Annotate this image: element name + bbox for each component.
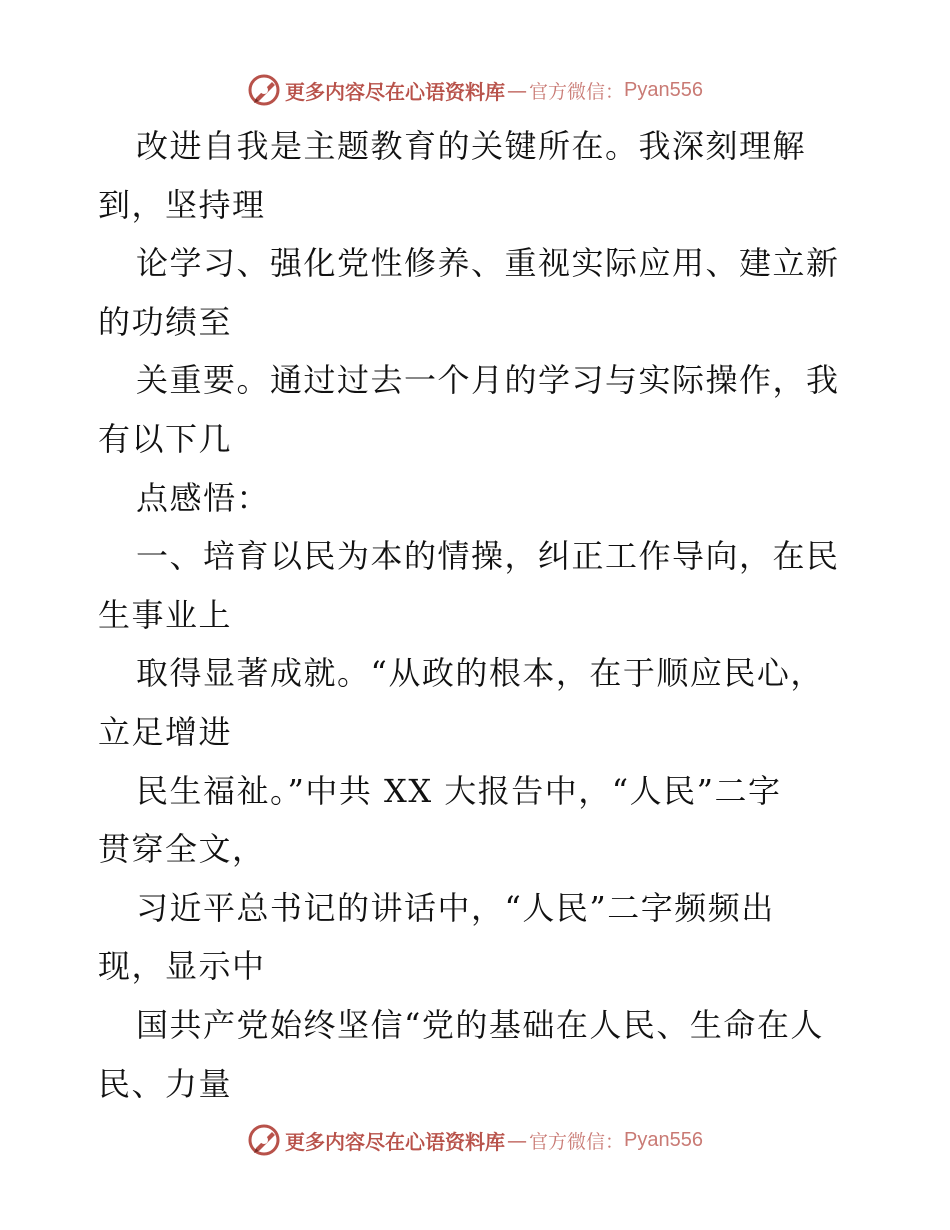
body-line-5: 关重要。通过过去一个月的学习与实际操作，我 <box>136 361 840 400</box>
body-line-8: 一、培育以民为本的情操，纠正工作导向，在民 <box>136 537 840 576</box>
body-line-17: 民、力量 <box>98 1064 233 1103</box>
header-site-text: 更多内容尽在心语资料库 <box>285 79 505 104</box>
header-dash: — <box>507 78 527 102</box>
header-watermark <box>0 70 950 110</box>
body-line-3: 论学习、强化党性修养、重视实际应用、建立新 <box>136 244 840 283</box>
body-line-4: 的功绩至 <box>98 302 233 341</box>
footer-wechat-id: Pyan556 <box>624 1128 703 1151</box>
pen-logo-icon <box>247 73 281 107</box>
footer-watermark <box>0 1120 950 1160</box>
document-body <box>98 117 858 1113</box>
body-line-2: 到，坚持理 <box>98 185 266 224</box>
body-line-1: 改进自我是主题教育的关键所在。我深刻理解 <box>136 127 807 165</box>
header-wechat-id: Pyan556 <box>624 78 703 101</box>
footer-dash: — <box>507 1128 527 1152</box>
footer-site-text: 更多内容尽在心语资料库 <box>285 1129 505 1154</box>
pen-logo-icon <box>247 1123 281 1157</box>
body-line-15: 现，显示中 <box>98 947 266 986</box>
body-line-6: 有以下几 <box>98 419 233 458</box>
body-line-13: 贯穿全文， <box>98 830 266 869</box>
header-wechat-label: 官方微信： <box>529 80 625 103</box>
body-line-16: 国共产党始终坚信“党的基础在人民、生命在人 <box>136 1005 824 1044</box>
body-line-7: 点感悟： <box>136 478 271 517</box>
body-line-9: 生事业上 <box>98 595 233 634</box>
body-line-11: 立足增进 <box>98 712 233 751</box>
body-line-14: 习近平总书记的讲话中，“人民”二字频频出 <box>136 888 775 927</box>
footer-wechat-label: 官方微信： <box>529 1130 625 1153</box>
body-line-10: 取得显著成就。“从政的根本，在于顺应民心， <box>136 654 824 693</box>
body-line-12: 民生福祉。”中共 XX 大报告中，“人民”二字 <box>136 771 782 810</box>
